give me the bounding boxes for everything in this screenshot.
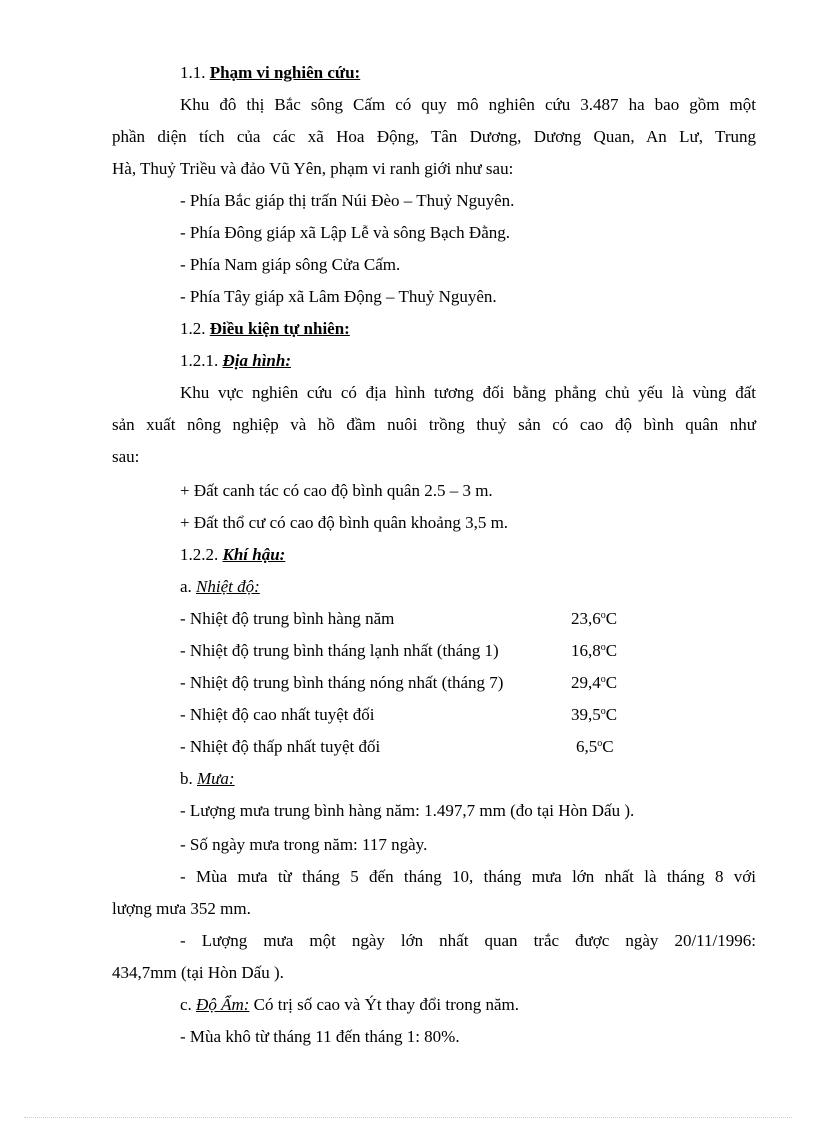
section-title: Khí hậu:	[222, 545, 286, 564]
list-prefix: b.	[180, 769, 193, 788]
temperature-value: 29,4$^o$C	[571, 673, 618, 692]
rain-line-4a: - Lượng mưa một ngày lớn nhất quan trắc được ngày 20/11/1996:	[180, 931, 756, 950]
border-east: - Phía Đông giáp xã Lập Lễ và sông Bạch Đằng.	[180, 223, 510, 242]
terrain-line-3: sau:	[112, 447, 140, 466]
temperature-value: 39,5$^o$C	[571, 705, 618, 724]
rain-line-3a: - Mùa mưa từ tháng 5 đến tháng 10, tháng mưa lớn nhất là tháng 8 với	[180, 867, 756, 886]
temperature-label: - Nhiệt độ trung bình tháng lạnh nhất (tháng 1)	[180, 641, 499, 660]
temperature-value: 23,6$^o$C	[571, 609, 618, 628]
temperature-row	[180, 736, 640, 758]
rain-line-1: - Lượng mưa trung bình hàng năm: 1.497,7 mm (đo tại Hòn Dấu ).	[180, 801, 635, 820]
section-1-2-1-heading	[180, 350, 291, 372]
humidity-heading	[180, 994, 519, 1016]
temperature-label: - Nhiệt độ cao nhất tuyệt đối	[180, 705, 375, 724]
intro-line-3: Hà, Thuỷ Triều và đảo Vũ Yên, phạm vi ranh giới như sau:	[112, 159, 514, 178]
temperature-label: - Nhiệt độ trung bình tháng nóng nhất (tháng 7)	[180, 673, 504, 692]
temperature-value: 6,5$^o$C	[576, 737, 614, 756]
section-number: 1.1.	[180, 63, 206, 82]
section-number: 1.2.1.	[180, 351, 219, 370]
rain-heading	[180, 768, 235, 790]
temperature-row	[180, 672, 640, 694]
terrain-line-1: Khu vực nghiên cứu có địa hình tương đối bằng phẳng chủ yếu là vùng đất	[180, 383, 756, 402]
humidity-description: Có trị số cao và Ýt thay đổi trong năm.	[249, 995, 519, 1014]
border-west: - Phía Tây giáp xã Lâm Động – Thuỷ Nguyên.	[180, 287, 497, 306]
temperature-row	[180, 608, 640, 630]
temperature-row	[180, 704, 640, 726]
border-north: - Phía Bắc giáp thị trấn Núi Đèo – Thuỷ Nguyên.	[180, 191, 515, 210]
section-number: 1.2.2.	[180, 545, 219, 564]
subsection-title: Mưa:	[197, 769, 235, 788]
temperature-value: 16,8$^o$C	[571, 641, 618, 660]
temperature-row	[180, 640, 640, 662]
temperature-label: - Nhiệt độ trung bình hàng năm	[180, 609, 395, 628]
list-prefix: a.	[180, 577, 192, 596]
rain-line-2: - Số ngày mưa trong năm: 117 ngày.	[180, 835, 428, 854]
temperature-label: - Nhiệt độ thấp nhất tuyệt đối	[180, 737, 381, 756]
list-prefix: c.	[180, 995, 192, 1014]
page-bottom-divider	[24, 1117, 792, 1118]
section-number: 1.2.	[180, 319, 206, 338]
subsection-title: Độ Ẩm:	[196, 995, 250, 1014]
intro-line-2: phần diện tích của các xã Hoa Động, Tân Dương, Dương Quan, An Lư, Trung	[112, 127, 756, 146]
border-south: - Phía Nam giáp sông Cửa Cấm.	[180, 255, 401, 274]
section-title: Địa hình:	[222, 351, 291, 370]
section-title: Phạm vi nghiên cứu:	[209, 63, 361, 82]
section-1-2-heading	[180, 318, 350, 340]
intro-line-1: Khu đô thị Bắc sông Cấm có quy mô nghiên cứu 3.487 ha bao gồm một	[180, 95, 756, 114]
rain-line-3b: lượng mưa 352 mm.	[112, 899, 251, 918]
section-1-2-2-heading	[180, 544, 285, 566]
section-1-1-heading	[180, 62, 360, 84]
section-title: Điều kiện tự nhiên:	[209, 319, 350, 338]
terrain-item-1: + Đất canh tác có cao độ bình quân 2.5 – 3 m.	[180, 481, 493, 500]
subsection-title: Nhiệt độ:	[196, 577, 260, 596]
terrain-line-2: sản xuất nông nghiệp và hồ đầm nuôi trồng thuỷ sản có cao độ bình quân như	[112, 415, 756, 434]
temperature-heading	[180, 576, 260, 598]
rain-line-4b: 434,7mm (tại Hòn Dấu ).	[112, 963, 284, 982]
terrain-item-2: + Đất thổ cư có cao độ bình quân khoảng 3,5 m.	[180, 513, 509, 532]
humidity-line-1: - Mùa khô từ tháng 11 đến tháng 1: 80%.	[180, 1027, 460, 1046]
